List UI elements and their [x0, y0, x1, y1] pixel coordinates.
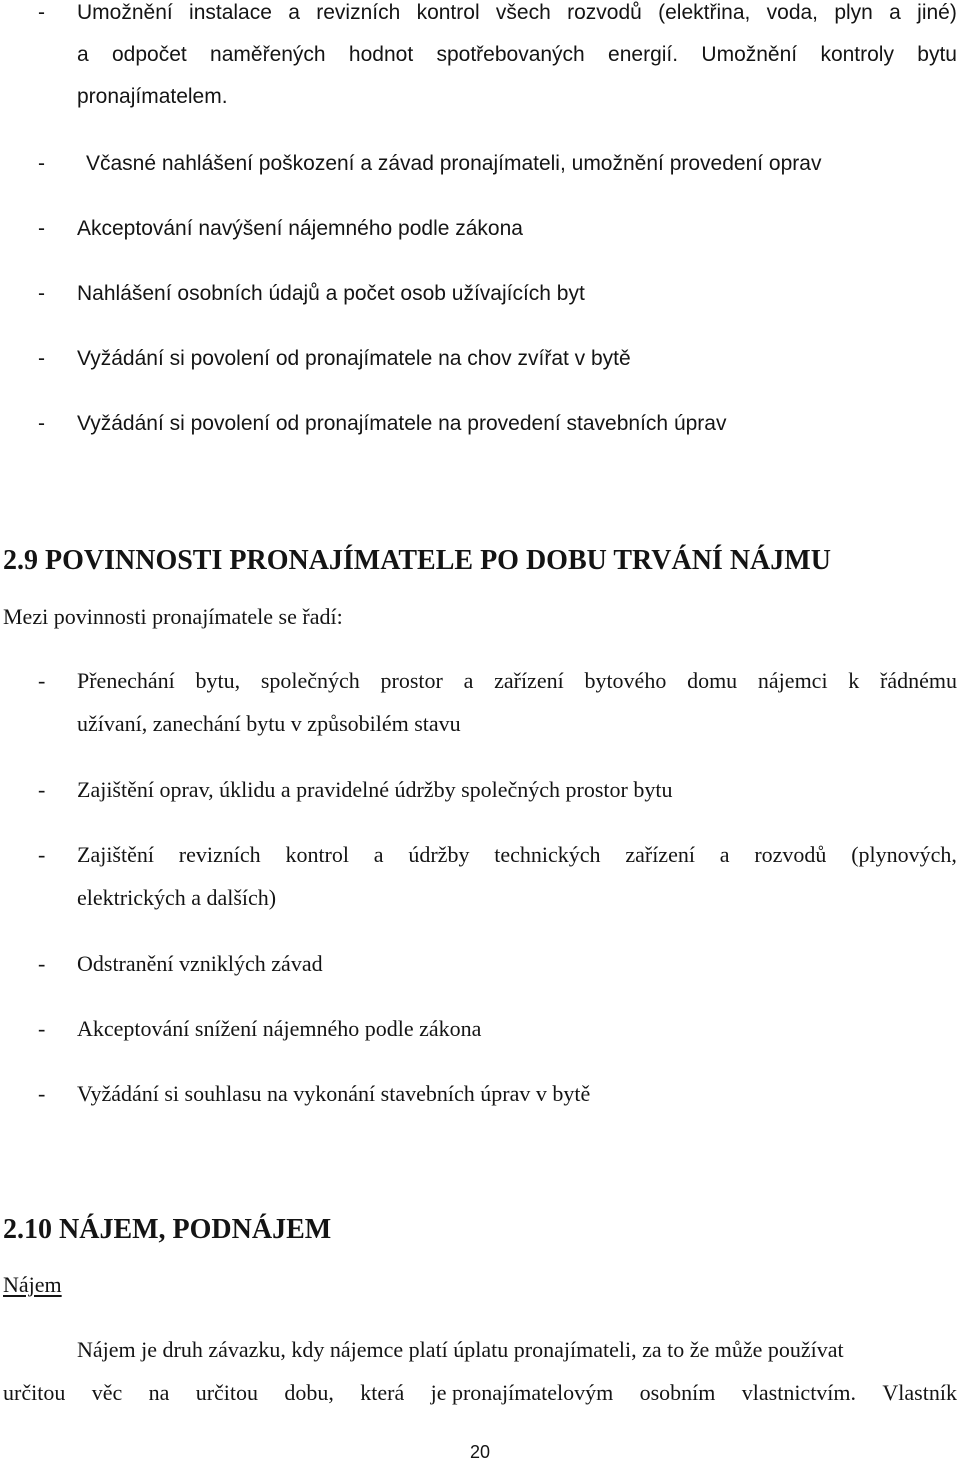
list-item: Akceptování snížení nájemného podle zákona — [77, 1016, 482, 1041]
word: plyn — [834, 1, 873, 24]
word: společných — [260, 668, 360, 693]
word: (elektřina, — [658, 1, 751, 24]
word: Vlastník — [882, 1380, 957, 1405]
word: která — [360, 1380, 405, 1405]
section-heading: 2.9 POVINNOSTI PRONAJÍMATELE PO DOBU TRVÁNÍ NÁJMU — [3, 545, 831, 576]
word: domu — [687, 668, 738, 693]
list-item: Zajištění oprav, úklidu a pravidelné údržby společných prostor bytu — [77, 777, 673, 802]
list-item-line: elektrických a dalších) — [77, 885, 277, 910]
word: kontrol — [285, 842, 349, 867]
word: odpočet — [112, 43, 187, 66]
section-intro: Mezi povinnosti pronajímatele se řadí: — [3, 604, 343, 629]
word: Umožnění — [701, 43, 798, 66]
word: a — [373, 842, 384, 867]
word: bytového — [584, 668, 667, 693]
list-dash: - — [38, 1016, 46, 1041]
list-item: Nahlášení osobních údajů a počet osob užívajících byt — [77, 282, 585, 305]
word: (plynových, — [851, 842, 957, 867]
word: řádnému — [880, 668, 957, 693]
word: je pronajímatelovým — [430, 1380, 614, 1405]
subheading: Nájem — [3, 1272, 62, 1297]
word: údržby — [408, 842, 470, 867]
list-item: Vyžádání si souhlasu na vykonání stavebních úprav v bytě — [77, 1081, 591, 1106]
word: nájemci — [757, 668, 828, 693]
list-dash: - — [38, 282, 45, 305]
word: revizních — [316, 1, 401, 24]
word: rozvodů — [567, 1, 642, 24]
section-heading: 2.10 NÁJEM, PODNÁJEM — [3, 1214, 332, 1245]
list-item-line: užívaní, zanechání bytu v způsobilém stavu — [77, 711, 461, 736]
word: zařízení — [494, 668, 564, 693]
list-item: Vyžádání si povolení od pronajímatele na provedení stavebních úprav — [77, 412, 727, 435]
list-dash: - — [38, 777, 46, 802]
word: Umožnění — [77, 1, 173, 24]
word: rozvodů — [754, 842, 827, 867]
list-dash: - — [38, 1, 45, 24]
list-dash: - — [38, 668, 46, 693]
word: kontrol — [416, 1, 480, 24]
list-dash: - — [38, 412, 45, 435]
word: bytu, — [195, 668, 241, 693]
list-dash: - — [38, 347, 45, 370]
list-item-line — [77, 2, 957, 23]
list-dash: - — [38, 842, 46, 867]
list-dash: - — [38, 217, 45, 240]
word: a — [719, 842, 730, 867]
word: voda, — [766, 1, 819, 24]
word: naměřených — [210, 43, 326, 66]
word: zařízení — [625, 842, 695, 867]
list-dash: - — [38, 152, 45, 175]
word: dobu, — [284, 1380, 334, 1405]
word: Zajištění — [77, 842, 154, 867]
word: a — [889, 1, 901, 24]
list-item: Včasné nahlášení poškození a závad pronajímateli, umožnění provedení oprav — [86, 152, 822, 175]
list-item-line — [77, 670, 957, 692]
word: k — [848, 668, 860, 693]
word: vlastnictvím. — [741, 1380, 857, 1405]
word: všech — [495, 1, 551, 24]
word: bytu — [917, 43, 957, 66]
list-item-line — [77, 44, 957, 65]
word: osobním — [639, 1380, 716, 1405]
word: revizních — [178, 842, 261, 867]
list-item: Odstranění vzniklých závad — [77, 951, 323, 976]
word: určitou — [195, 1380, 259, 1405]
word: a — [463, 668, 474, 693]
list-dash: - — [38, 1081, 46, 1106]
word: technických — [494, 842, 601, 867]
list-dash: - — [38, 951, 46, 976]
word: Přenechání — [77, 668, 175, 693]
paragraph-line — [3, 1382, 957, 1404]
word: na — [148, 1380, 170, 1405]
word: a — [77, 43, 89, 66]
list-item-line: pronajímatelem. — [77, 85, 228, 108]
word: hodnot — [348, 43, 414, 66]
word: a — [288, 1, 300, 24]
list-item: Akceptování navýšení nájemného podle zákona — [77, 217, 523, 240]
word: kontroly — [820, 43, 894, 66]
word: energií. — [608, 43, 679, 66]
list-item: Vyžádání si povolení od pronajímatele na chov zvířat v bytě — [77, 347, 631, 370]
word: prostor — [380, 668, 443, 693]
page-number: 20 — [469, 1442, 491, 1462]
word: určitou — [3, 1380, 66, 1405]
list-item-line — [77, 844, 957, 866]
word: spotřebovaných — [436, 43, 585, 66]
paragraph-line: Nájem je druh závazku, kdy nájemce platí úplatu pronajímateli, za to že může používat — [77, 1337, 844, 1362]
word: věc — [91, 1380, 123, 1405]
word: jiné) — [917, 1, 957, 24]
word: instalace — [189, 1, 272, 24]
